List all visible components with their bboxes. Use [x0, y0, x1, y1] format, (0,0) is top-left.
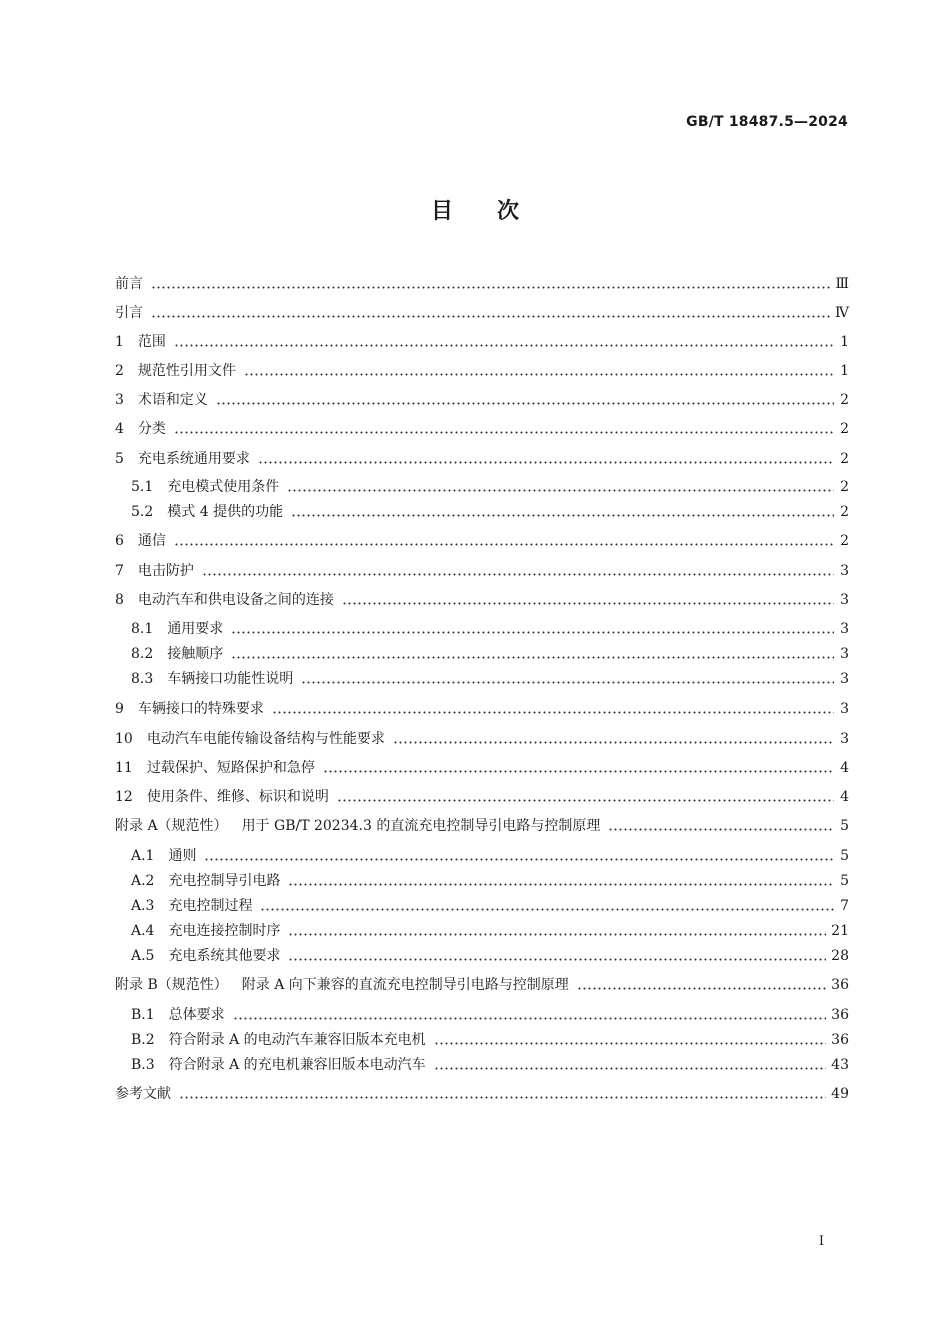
- toc-entry-number: 6: [115, 533, 124, 549]
- toc-entry-page: 3: [840, 563, 849, 579]
- toc-entry-7[interactable]: [115, 557, 849, 581]
- toc-entry-number: 附录 B（规范性）: [115, 977, 228, 993]
- toc-entry-label: 充电模式使用条件: [167, 479, 280, 495]
- toc-entry-page: Ⅲ: [835, 276, 849, 292]
- toc-entry-label: 电动汽车和供电设备之间的连接: [137, 592, 334, 608]
- dot-leader: [174, 543, 834, 546]
- dot-leader: [577, 987, 826, 990]
- toc-entry-a-3[interactable]: [131, 892, 849, 916]
- dot-leader: [393, 741, 834, 744]
- dot-leader: [233, 1017, 827, 1020]
- toc-entry-label: 参考文献: [115, 1086, 171, 1102]
- dot-leader: [323, 770, 834, 773]
- toc-entry-number: A.3: [131, 898, 155, 914]
- toc-entry-number: 7: [115, 563, 124, 579]
- toc-entry-page: 4: [840, 760, 849, 776]
- dot-leader: [174, 344, 834, 347]
- toc-title: 目次: [430, 199, 563, 224]
- dot-leader: [608, 828, 834, 831]
- toc-entry-a-1[interactable]: [131, 842, 849, 866]
- toc-entry-10[interactable]: [115, 725, 849, 749]
- standard-number: GB/T 18487.5—2024: [686, 114, 848, 130]
- dot-leader: [202, 573, 834, 576]
- toc-entry-page: 5: [840, 848, 849, 864]
- toc-entry-page: 1: [840, 363, 849, 379]
- dot-leader: [244, 373, 834, 376]
- toc-entry-number: 8.1: [131, 621, 154, 637]
- toc-entry-label: 使用条件、维修、标识和说明: [146, 789, 329, 805]
- toc-entry-a-4[interactable]: [131, 917, 849, 941]
- toc-entry-page: 5: [840, 873, 849, 889]
- toc-entry-number: 12: [115, 789, 133, 805]
- toc-entry-number: 8: [115, 592, 124, 608]
- toc-entry-8-1[interactable]: [131, 615, 849, 639]
- toc-entry-label: 通信: [137, 533, 166, 549]
- toc-entry-5[interactable]: [115, 445, 849, 469]
- dot-leader: [288, 933, 826, 936]
- toc-entry-label: 前言: [115, 276, 143, 292]
- toc-entry-introduction[interactable]: [115, 299, 849, 323]
- toc-entry-5-2[interactable]: [131, 498, 849, 522]
- toc-entry-page: 2: [840, 533, 849, 549]
- toc-entry-number: B.1: [131, 1007, 155, 1023]
- toc-entry-label: 模式 4 提供的功能: [167, 504, 284, 520]
- toc-entry-label: 符合附录 A 的充电机兼容旧版本电动汽车: [168, 1057, 426, 1073]
- toc-entry-annex-a[interactable]: [115, 812, 849, 836]
- toc-entry-a-5[interactable]: [131, 942, 849, 966]
- toc-entry-label: 充电控制导引电路: [168, 873, 281, 889]
- toc-entry-3[interactable]: [115, 386, 849, 410]
- toc-entry-label: 充电系统其他要求: [168, 948, 281, 964]
- toc-entry-label: 车辆接口的特殊要求: [137, 701, 264, 717]
- toc-entry-page: Ⅳ: [835, 305, 849, 321]
- toc-entry-page: 36: [831, 977, 849, 993]
- toc-entry-number: 8.2: [131, 646, 154, 662]
- dot-leader: [288, 883, 834, 886]
- dot-leader: [151, 286, 830, 289]
- toc-entry-6[interactable]: [115, 527, 849, 551]
- dot-leader: [287, 489, 834, 492]
- toc-entry-page: 36: [831, 1032, 849, 1048]
- toc-entry-label: 范围: [137, 334, 166, 350]
- dot-leader: [231, 656, 834, 659]
- toc-entry-page: 5: [840, 818, 849, 834]
- toc-entry-label: 规范性引用文件: [137, 363, 236, 379]
- dot-leader: [151, 315, 830, 318]
- toc-entry-page: 7: [840, 898, 849, 914]
- toc-entry-number: 11: [115, 760, 133, 776]
- dot-leader: [342, 602, 834, 605]
- toc-entry-a-2[interactable]: [131, 867, 849, 891]
- toc-entry-page: 3: [840, 701, 849, 717]
- toc-entry-8-3[interactable]: [131, 665, 849, 689]
- toc-entry-page: 3: [840, 621, 849, 637]
- toc-entry-number: A.1: [131, 848, 155, 864]
- dot-leader: [179, 1096, 826, 1099]
- dot-leader: [434, 1067, 827, 1070]
- dot-leader: [291, 514, 834, 517]
- toc-entry-label: 过载保护、短路保护和急停: [146, 760, 315, 776]
- toc-entry-b-3[interactable]: [131, 1051, 849, 1075]
- toc-entry-number: A.2: [131, 873, 155, 889]
- toc-entry-number: A.5: [131, 948, 155, 964]
- toc-entry-page: 2: [840, 504, 849, 520]
- toc-entry-label: 总体要求: [168, 1007, 225, 1023]
- toc-entry-label: 电击防护: [137, 563, 194, 579]
- toc-entry-4[interactable]: [115, 415, 849, 439]
- dot-leader: [216, 402, 834, 405]
- toc-entry-9[interactable]: [115, 695, 849, 719]
- toc-entry-11[interactable]: [115, 754, 849, 778]
- toc-entry-label: 通用要求: [167, 621, 224, 637]
- dot-leader: [288, 958, 826, 961]
- toc-entry-label: 电动汽车电能传输设备结构与性能要求: [146, 731, 385, 747]
- toc-entry-number: 10: [115, 731, 133, 747]
- toc-entry-number: A.4: [131, 923, 155, 939]
- dot-leader: [337, 799, 834, 802]
- toc-entry-page: 3: [840, 592, 849, 608]
- toc-entry-label: 充电控制过程: [168, 898, 253, 914]
- toc-entry-label: 用于 GB/T 20234.3 的直流充电控制导引电路与控制原理: [241, 818, 601, 834]
- toc-entry-b-1[interactable]: [131, 1001, 849, 1025]
- toc-entry-number: 5.2: [131, 504, 154, 520]
- toc-entry-page: 28: [831, 948, 849, 964]
- toc-entry-label: 通则: [168, 848, 197, 864]
- toc-entry-page: 21: [831, 923, 849, 939]
- toc-entry-8[interactable]: [115, 586, 849, 610]
- dot-leader: [174, 431, 834, 434]
- toc-entry-number: 5: [115, 451, 124, 467]
- toc-entry-page: 2: [840, 451, 849, 467]
- toc-entry-label: 符合附录 A 的电动汽车兼容旧版本充电机: [168, 1032, 426, 1048]
- toc-entry-page: 36: [831, 1007, 849, 1023]
- dot-leader: [231, 631, 834, 634]
- toc-entry-number: 8.3: [131, 671, 154, 687]
- toc-entry-number: 5.1: [131, 479, 154, 495]
- toc-entry-label: 附录 A 向下兼容的直流充电控制导引电路与控制原理: [241, 977, 569, 993]
- toc-entry-page: 3: [840, 731, 849, 747]
- toc-entry-number: 1: [115, 334, 124, 350]
- toc-entry-page: 49: [831, 1086, 849, 1102]
- toc-entry-number: 4: [115, 421, 124, 437]
- toc-entry-page: 1: [840, 334, 849, 350]
- page-number: I: [818, 1234, 824, 1249]
- toc-entry-page: 4: [840, 789, 849, 805]
- toc-entry-12[interactable]: [115, 783, 849, 807]
- toc-entry-page: 43: [831, 1057, 849, 1073]
- toc-entry-2[interactable]: [115, 357, 849, 381]
- dot-leader: [301, 681, 834, 684]
- toc-entry-number: 3: [115, 392, 124, 408]
- toc-entry-label: 充电系统通用要求: [137, 451, 250, 467]
- dot-leader: [204, 858, 834, 861]
- toc-entry-annex-b[interactable]: [115, 971, 849, 995]
- toc-entry-label: 车辆接口功能性说明: [167, 671, 294, 687]
- toc-entry-foreword[interactable]: [115, 270, 849, 294]
- toc-entry-b-2[interactable]: [131, 1026, 849, 1050]
- toc-entry-5-1[interactable]: [131, 473, 849, 497]
- toc-entry-page: 2: [840, 479, 849, 495]
- toc-entry-number: 2: [115, 363, 124, 379]
- dot-leader: [272, 711, 834, 714]
- toc-entry-label: 接触顺序: [167, 646, 224, 662]
- dot-leader: [258, 461, 834, 464]
- toc-entry-page: 3: [840, 646, 849, 662]
- toc-entry-label: 充电连接控制时序: [168, 923, 281, 939]
- toc-entry-number: B.3: [131, 1057, 155, 1073]
- toc-entry-label: 分类: [137, 421, 166, 437]
- toc-entry-page: 2: [840, 421, 849, 437]
- toc-entry-bibliography[interactable]: [115, 1080, 849, 1104]
- toc-entry-label: 术语和定义: [137, 392, 208, 408]
- toc-entry-page: 2: [840, 392, 849, 408]
- toc-entry-1[interactable]: [115, 328, 849, 352]
- toc-entry-8-2[interactable]: [131, 640, 849, 664]
- toc-entry-page: 3: [840, 671, 849, 687]
- dot-leader: [260, 908, 834, 911]
- toc-entry-label: 引言: [115, 305, 143, 321]
- dot-leader: [434, 1042, 827, 1045]
- toc-entry-number: 9: [115, 701, 124, 717]
- toc-entry-number: 附录 A（规范性）: [115, 818, 228, 834]
- toc-entry-number: B.2: [131, 1032, 155, 1048]
